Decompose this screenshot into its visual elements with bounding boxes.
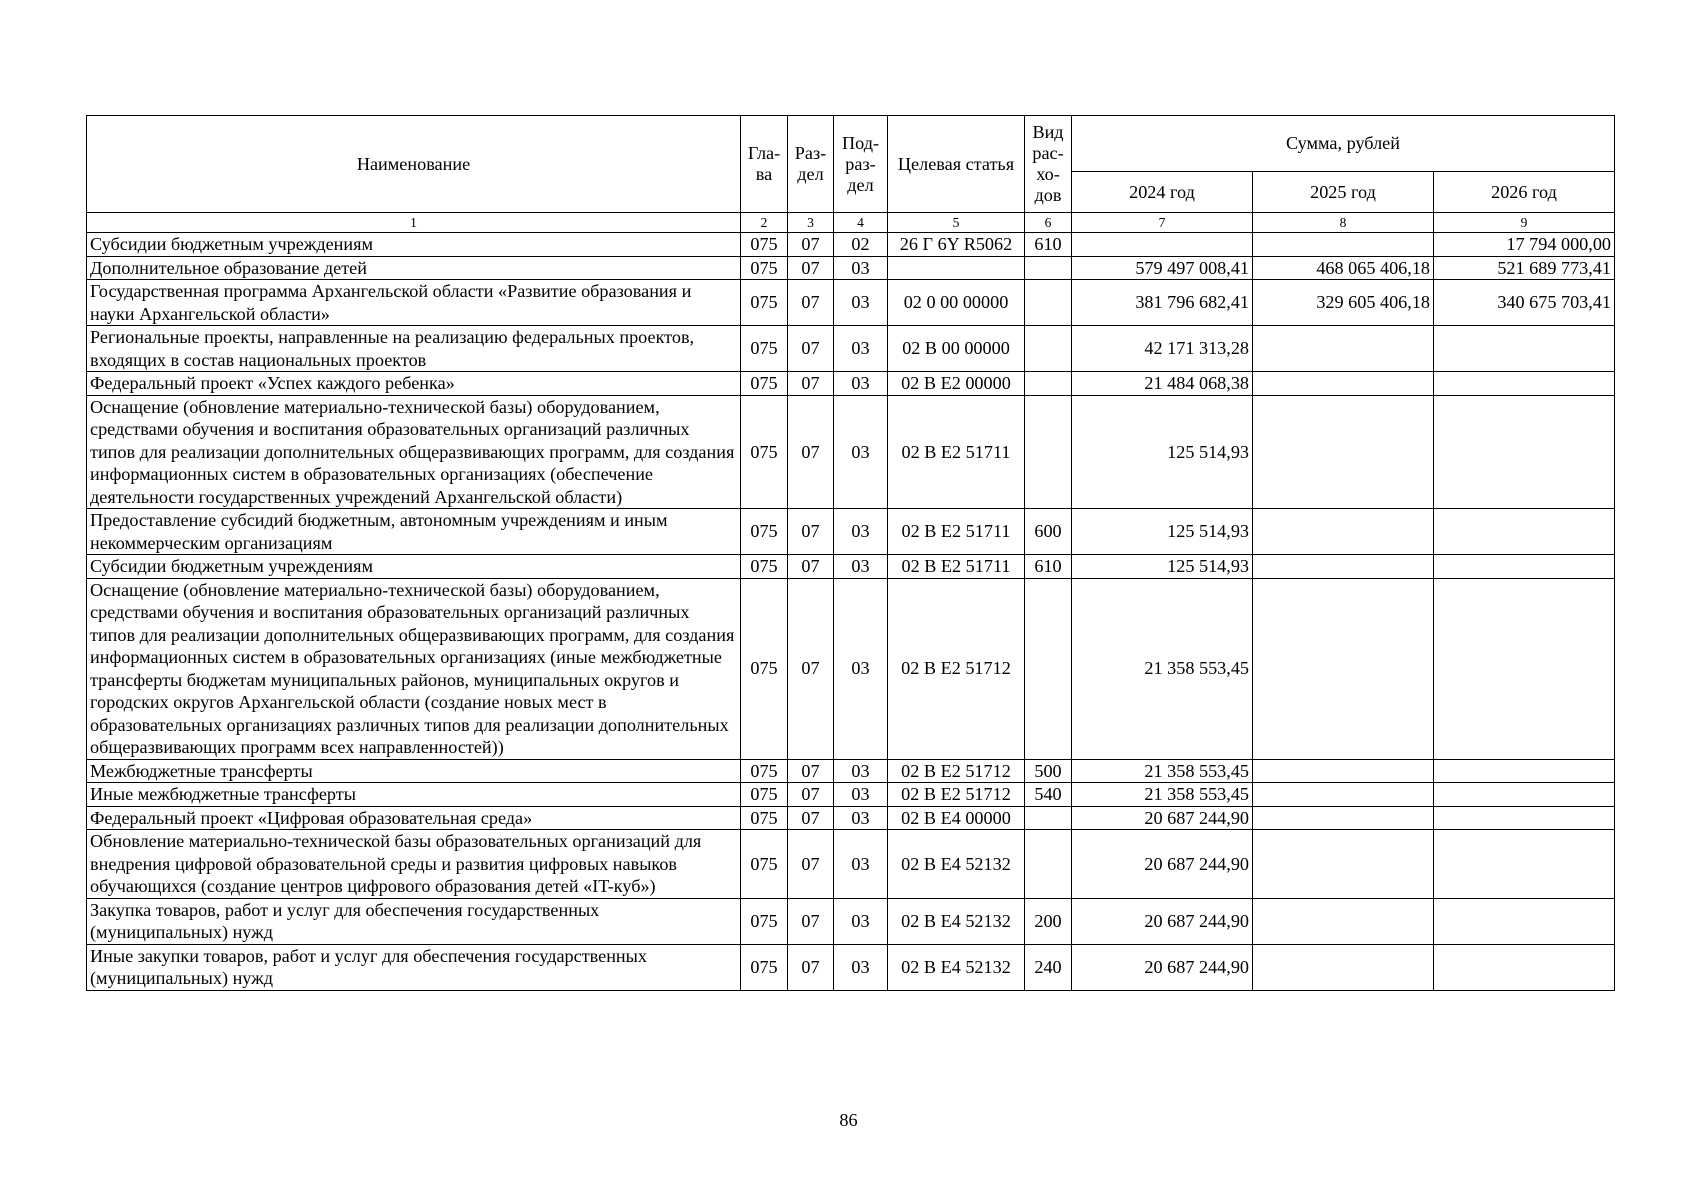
row-tselevaya: 02 В Е4 00000 [888,806,1025,830]
row-name: Оснащение (обновление материально-технической базы) оборудованием, средствами обучения и воспитания образовательных организаций различных типов для реализации дополнительных общеразвивающих программ, для создания информационных систем в образовательных организациях (иные межбюджетные трансферты бюджетам муниципальных районов, муниципальных округов и городских округов Архангельской области (создание новых мест в образовательных организациях различных типов для реализации дополнительных общеразвивающих программ всех направленностей)) [87,578,741,759]
row-razdel: 07 [788,578,834,759]
row-tselevaya: 26 Г 6Y R5062 [888,233,1025,257]
table-row [87,898,1615,944]
row-tselevaya: 02 В Е2 00000 [888,372,1025,396]
row-amount-2026: 17 794 000,00 [1434,233,1615,257]
row-podrazdel: 03 [834,759,888,783]
row-vid: 540 [1025,783,1072,807]
row-razdel: 07 [788,280,834,326]
row-amount-2025 [1253,326,1434,372]
row-amount-2025: 468 065 406,18 [1253,256,1434,280]
row-podrazdel: 03 [834,806,888,830]
table-row [87,759,1615,783]
row-amount-2026: 521 689 773,41 [1434,256,1615,280]
header-vid: Вид рас-хо-дов [1025,116,1072,213]
table-row [87,256,1615,280]
row-amount-2026 [1434,578,1615,759]
row-amount-2024: 579 497 008,41 [1072,256,1253,280]
column-number: 4 [834,213,888,233]
row-name: Иные межбюджетные трансферты [87,783,741,807]
budget-table [86,115,1615,991]
row-glava: 075 [741,898,788,944]
row-razdel: 07 [788,233,834,257]
row-glava: 075 [741,944,788,990]
table-row [87,233,1615,257]
row-amount-2026 [1434,898,1615,944]
row-glava: 075 [741,256,788,280]
row-glava: 075 [741,759,788,783]
row-tselevaya: 02 В Е2 51712 [888,759,1025,783]
row-tselevaya [888,256,1025,280]
row-name: Оснащение (обновление материально-технической базы) оборудованием, средствами обучения и воспитания образовательных организаций различных типов для реализации дополнительных общеразвивающих программ, для создания информационных систем в образовательных организациях (обеспечение деятельности государственных учреждений Архангельской области) [87,395,741,509]
row-amount-2025 [1253,830,1434,899]
row-glava: 075 [741,806,788,830]
row-razdel: 07 [788,944,834,990]
row-name: Предоставление субсидий бюджетным, автономным учреждениям и иным некоммерческим организациям [87,509,741,555]
table-header [87,116,1615,233]
row-razdel: 07 [788,256,834,280]
row-amount-2024: 20 687 244,90 [1072,806,1253,830]
row-tselevaya: 02 В Е2 51711 [888,555,1025,579]
row-amount-2024: 125 514,93 [1072,509,1253,555]
row-podrazdel: 02 [834,233,888,257]
table-row [87,578,1615,759]
row-amount-2024: 125 514,93 [1072,555,1253,579]
table-row [87,372,1615,396]
header-podrazdel: Под-раз-дел [834,116,888,213]
row-podrazdel: 03 [834,372,888,396]
row-razdel: 07 [788,898,834,944]
row-vid [1025,806,1072,830]
row-amount-2025 [1253,759,1434,783]
row-vid [1025,326,1072,372]
row-vid: 200 [1025,898,1072,944]
row-amount-2024: 21 358 553,45 [1072,783,1253,807]
row-amount-2026 [1434,944,1615,990]
row-razdel: 07 [788,783,834,807]
row-podrazdel: 03 [834,830,888,899]
row-amount-2025 [1253,395,1434,509]
row-glava: 075 [741,509,788,555]
row-tselevaya: 02 В Е2 51712 [888,578,1025,759]
row-podrazdel: 03 [834,578,888,759]
row-amount-2026 [1434,326,1615,372]
row-amount-2026 [1434,555,1615,579]
row-vid [1025,372,1072,396]
header-year-2026: 2026 год [1434,172,1615,213]
column-number: 6 [1025,213,1072,233]
row-razdel: 07 [788,395,834,509]
table-row [87,783,1615,807]
row-amount-2025 [1253,944,1434,990]
row-vid: 500 [1025,759,1072,783]
column-number: 8 [1253,213,1434,233]
header-year-2024: 2024 год [1072,172,1253,213]
row-amount-2024 [1072,233,1253,257]
row-razdel: 07 [788,372,834,396]
row-amount-2026: 340 675 703,41 [1434,280,1615,326]
table-row [87,806,1615,830]
table-row [87,280,1615,326]
row-amount-2026 [1434,372,1615,396]
row-glava: 075 [741,326,788,372]
column-number-row [87,213,1615,233]
row-podrazdel: 03 [834,280,888,326]
row-vid [1025,830,1072,899]
table-row [87,326,1615,372]
row-amount-2025 [1253,783,1434,807]
table-row [87,509,1615,555]
row-amount-2025 [1253,578,1434,759]
row-podrazdel: 03 [834,509,888,555]
row-razdel: 07 [788,509,834,555]
row-vid: 610 [1025,555,1072,579]
row-amount-2026 [1434,395,1615,509]
row-name: Государственная программа Архангельской области «Развитие образования и науки Архангельской области» [87,280,741,326]
row-amount-2025 [1253,898,1434,944]
row-tselevaya: 02 0 00 00000 [888,280,1025,326]
row-amount-2025 [1253,509,1434,555]
table-row [87,830,1615,899]
column-number: 7 [1072,213,1253,233]
row-name: Субсидии бюджетным учреждениям [87,555,741,579]
column-number: 5 [888,213,1025,233]
table-row [87,555,1615,579]
row-amount-2024: 21 358 553,45 [1072,759,1253,783]
row-amount-2025 [1253,372,1434,396]
row-podrazdel: 03 [834,256,888,280]
row-amount-2025: 329 605 406,18 [1253,280,1434,326]
row-glava: 075 [741,555,788,579]
row-amount-2024: 125 514,93 [1072,395,1253,509]
row-vid [1025,256,1072,280]
row-amount-2026 [1434,783,1615,807]
table-row [87,944,1615,990]
row-name: Региональные проекты, направленные на реализацию федеральных проектов, входящих в состав национальных проектов [87,326,741,372]
row-amount-2024: 21 484 068,38 [1072,372,1253,396]
row-tselevaya: 02 В Е4 52132 [888,898,1025,944]
row-name: Закупка товаров, работ и услуг для обеспечения государственных (муниципальных) нужд [87,898,741,944]
row-vid [1025,280,1072,326]
row-name: Обновление материально-технической базы образовательных организаций для внедрения цифровой образовательной среды и развития цифровых навыков обучающихся (создание центров цифрового образования детей «IT-куб») [87,830,741,899]
row-razdel: 07 [788,830,834,899]
row-vid: 600 [1025,509,1072,555]
row-glava: 075 [741,783,788,807]
header-razdel: Раз-дел [788,116,834,213]
row-podrazdel: 03 [834,944,888,990]
row-name: Субсидии бюджетным учреждениям [87,233,741,257]
row-tselevaya: 02 В 00 00000 [888,326,1025,372]
row-vid [1025,578,1072,759]
row-podrazdel: 03 [834,783,888,807]
column-number: 1 [87,213,741,233]
column-number: 9 [1434,213,1615,233]
row-amount-2025 [1253,806,1434,830]
table-body [87,233,1615,991]
row-amount-2026 [1434,759,1615,783]
row-amount-2026 [1434,830,1615,899]
row-tselevaya: 02 В Е4 52132 [888,944,1025,990]
row-tselevaya: 02 В Е2 51711 [888,509,1025,555]
header-glava: Гла-ва [741,116,788,213]
row-vid: 240 [1025,944,1072,990]
row-name: Иные закупки товаров, работ и услуг для обеспечения государственных (муниципальных) нужд [87,944,741,990]
row-razdel: 07 [788,806,834,830]
row-amount-2024: 42 171 313,28 [1072,326,1253,372]
header-tselevaya: Целевая статья [888,116,1025,213]
page-number: 86 [839,1110,858,1130]
document-page [86,115,1614,991]
column-number: 2 [741,213,788,233]
row-glava: 075 [741,578,788,759]
row-tselevaya: 02 В Е4 52132 [888,830,1025,899]
row-glava: 075 [741,395,788,509]
row-amount-2024: 20 687 244,90 [1072,898,1253,944]
row-glava: 075 [741,280,788,326]
row-glava: 075 [741,830,788,899]
row-podrazdel: 03 [834,555,888,579]
header-summa: Сумма, рублей [1072,116,1615,172]
row-podrazdel: 03 [834,395,888,509]
table-row [87,395,1615,509]
header-year-2025: 2025 год [1253,172,1434,213]
row-tselevaya: 02 В Е2 51712 [888,783,1025,807]
row-name: Федеральный проект «Цифровая образовательная среда» [87,806,741,830]
row-amount-2026 [1434,509,1615,555]
row-amount-2024: 20 687 244,90 [1072,944,1253,990]
row-name: Межбюджетные трансферты [87,759,741,783]
row-glava: 075 [741,233,788,257]
row-tselevaya: 02 В Е2 51711 [888,395,1025,509]
column-number: 3 [788,213,834,233]
row-name: Дополнительное образование детей [87,256,741,280]
row-amount-2024: 381 796 682,41 [1072,280,1253,326]
row-amount-2024: 21 358 553,45 [1072,578,1253,759]
header-name: Наименование [87,116,741,213]
row-razdel: 07 [788,759,834,783]
row-podrazdel: 03 [834,326,888,372]
row-vid: 610 [1025,233,1072,257]
row-name: Федеральный проект «Успех каждого ребенка» [87,372,741,396]
row-amount-2026 [1434,806,1615,830]
row-vid [1025,395,1072,509]
row-razdel: 07 [788,326,834,372]
row-amount-2024: 20 687 244,90 [1072,830,1253,899]
row-glava: 075 [741,372,788,396]
row-podrazdel: 03 [834,898,888,944]
row-amount-2025 [1253,233,1434,257]
row-razdel: 07 [788,555,834,579]
row-amount-2025 [1253,555,1434,579]
